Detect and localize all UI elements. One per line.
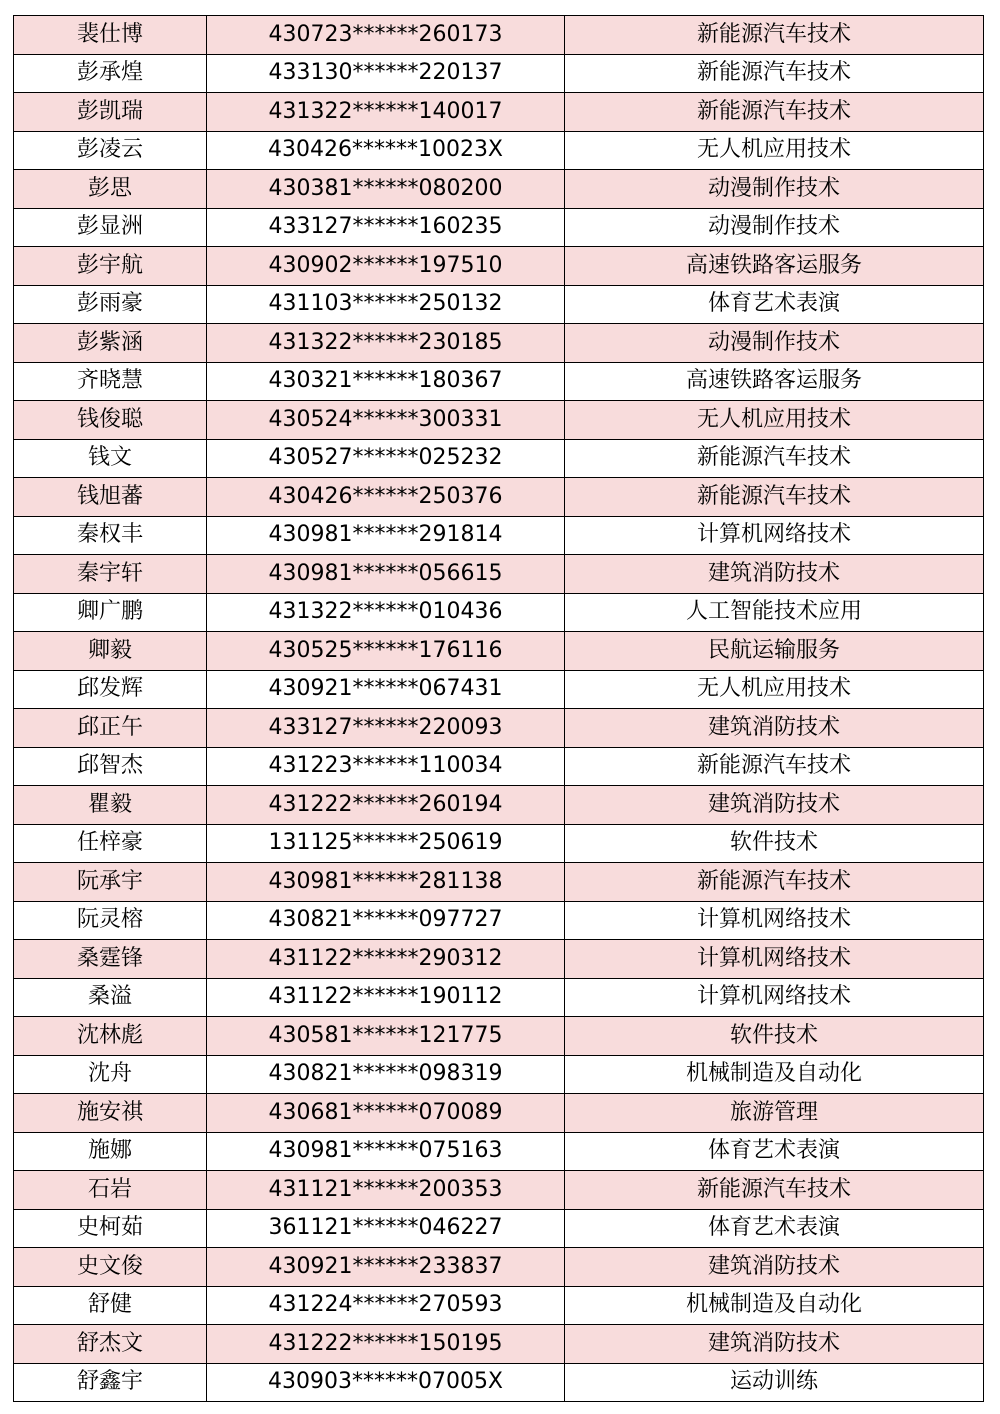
major-cell: 新能源汽车技术: [565, 54, 984, 93]
id-number-cell: 430524******300331: [207, 401, 565, 440]
student-name-cell: 舒鑫宇: [14, 1363, 207, 1402]
table-row: [14, 978, 984, 1017]
major-cell: 建筑消防技术: [565, 555, 984, 594]
table-row: [14, 16, 984, 55]
id-number-cell: 431222******260194: [207, 786, 565, 825]
table-row: [14, 786, 984, 825]
id-number-cell: 430902******197510: [207, 247, 565, 286]
table-row: [14, 1209, 984, 1248]
major-cell: 体育艺术表演: [565, 1209, 984, 1248]
id-number-cell: 430426******250376: [207, 478, 565, 517]
student-name-cell: 钱文: [14, 439, 207, 478]
student-name-cell: 裴仕博: [14, 16, 207, 55]
table-row: [14, 516, 984, 555]
major-cell: 高速铁路客运服务: [565, 362, 984, 401]
table-row: [14, 324, 984, 363]
table-row: [14, 1325, 984, 1364]
table-row: [14, 439, 984, 478]
table-row: [14, 863, 984, 902]
table-row: [14, 362, 984, 401]
table-row: [14, 940, 984, 979]
major-cell: 建筑消防技术: [565, 709, 984, 748]
student-name-cell: 彭紫涵: [14, 324, 207, 363]
student-name-cell: 任梓豪: [14, 824, 207, 863]
major-cell: 计算机网络技术: [565, 901, 984, 940]
major-cell: 新能源汽车技术: [565, 439, 984, 478]
student-name-cell: 施安祺: [14, 1094, 207, 1133]
major-cell: 新能源汽车技术: [565, 478, 984, 517]
id-number-cell: 431222******150195: [207, 1325, 565, 1364]
id-number-cell: 431121******200353: [207, 1171, 565, 1210]
table-row: [14, 1248, 984, 1287]
id-number-cell: 430903******07005X: [207, 1363, 565, 1402]
student-name-cell: 彭思: [14, 170, 207, 209]
student-name-cell: 卿广鹏: [14, 593, 207, 632]
major-cell: 人工智能技术应用: [565, 593, 984, 632]
table-row: [14, 478, 984, 517]
roster-body: [14, 16, 984, 1402]
major-cell: 新能源汽车技术: [565, 16, 984, 55]
major-cell: 动漫制作技术: [565, 170, 984, 209]
major-cell: 新能源汽车技术: [565, 863, 984, 902]
id-number-cell: 430981******281138: [207, 863, 565, 902]
table-row: [14, 1132, 984, 1171]
major-cell: 建筑消防技术: [565, 1248, 984, 1287]
student-name-cell: 秦宇轩: [14, 555, 207, 594]
id-number-cell: 430821******098319: [207, 1055, 565, 1094]
table-row: [14, 1094, 984, 1133]
table-row: [14, 1363, 984, 1402]
id-number-cell: 430581******121775: [207, 1017, 565, 1056]
student-name-cell: 彭宇航: [14, 247, 207, 286]
id-number-cell: 430921******233837: [207, 1248, 565, 1287]
major-cell: 旅游管理: [565, 1094, 984, 1133]
student-name-cell: 阮灵榕: [14, 901, 207, 940]
id-number-cell: 430981******075163: [207, 1132, 565, 1171]
student-name-cell: 邱发辉: [14, 670, 207, 709]
id-number-cell: 430921******067431: [207, 670, 565, 709]
student-name-cell: 彭承煌: [14, 54, 207, 93]
major-cell: 建筑消防技术: [565, 1325, 984, 1364]
id-number-cell: 433130******220137: [207, 54, 565, 93]
student-name-cell: 彭显洲: [14, 208, 207, 247]
major-cell: 机械制造及自动化: [565, 1055, 984, 1094]
table-row: [14, 170, 984, 209]
id-number-cell: 430381******080200: [207, 170, 565, 209]
id-number-cell: 431122******190112: [207, 978, 565, 1017]
major-cell: 计算机网络技术: [565, 516, 984, 555]
student-name-cell: 桑霆锋: [14, 940, 207, 979]
table-row: [14, 824, 984, 863]
id-number-cell: 430723******260173: [207, 16, 565, 55]
id-number-cell: 431322******010436: [207, 593, 565, 632]
student-name-cell: 施娜: [14, 1132, 207, 1171]
id-number-cell: 431322******140017: [207, 93, 565, 132]
major-cell: 体育艺术表演: [565, 1132, 984, 1171]
student-roster-table: [13, 15, 984, 1402]
major-cell: 计算机网络技术: [565, 940, 984, 979]
id-number-cell: 430821******097727: [207, 901, 565, 940]
table-row: [14, 1055, 984, 1094]
student-name-cell: 邱智杰: [14, 747, 207, 786]
student-name-cell: 钱旭蕃: [14, 478, 207, 517]
id-number-cell: 430981******291814: [207, 516, 565, 555]
id-number-cell: 430981******056615: [207, 555, 565, 594]
student-name-cell: 沈林彪: [14, 1017, 207, 1056]
id-number-cell: 431122******290312: [207, 940, 565, 979]
major-cell: 动漫制作技术: [565, 208, 984, 247]
student-name-cell: 阮承宇: [14, 863, 207, 902]
student-name-cell: 邱正午: [14, 709, 207, 748]
student-name-cell: 秦权丰: [14, 516, 207, 555]
major-cell: 无人机应用技术: [565, 401, 984, 440]
id-number-cell: 431224******270593: [207, 1286, 565, 1325]
major-cell: 无人机应用技术: [565, 131, 984, 170]
student-name-cell: 石岩: [14, 1171, 207, 1210]
major-cell: 无人机应用技术: [565, 670, 984, 709]
table-row: [14, 555, 984, 594]
id-number-cell: 430525******176116: [207, 632, 565, 671]
table-row: [14, 93, 984, 132]
table-row: [14, 247, 984, 286]
major-cell: 新能源汽车技术: [565, 747, 984, 786]
id-number-cell: 431103******250132: [207, 285, 565, 324]
major-cell: 机械制造及自动化: [565, 1286, 984, 1325]
table-row: [14, 709, 984, 748]
table-row: [14, 901, 984, 940]
id-number-cell: 430321******180367: [207, 362, 565, 401]
id-number-cell: 431223******110034: [207, 747, 565, 786]
table-row: [14, 670, 984, 709]
table-row: [14, 208, 984, 247]
student-name-cell: 齐晓慧: [14, 362, 207, 401]
student-name-cell: 钱俊聪: [14, 401, 207, 440]
student-name-cell: 舒杰文: [14, 1325, 207, 1364]
student-name-cell: 桑溢: [14, 978, 207, 1017]
id-number-cell: 131125******250619: [207, 824, 565, 863]
major-cell: 建筑消防技术: [565, 786, 984, 825]
student-name-cell: 彭凌云: [14, 131, 207, 170]
student-name-cell: 史柯茹: [14, 1209, 207, 1248]
table-row: [14, 593, 984, 632]
id-number-cell: 430681******070089: [207, 1094, 565, 1133]
major-cell: 软件技术: [565, 824, 984, 863]
student-name-cell: 卿毅: [14, 632, 207, 671]
major-cell: 运动训练: [565, 1363, 984, 1402]
table-row: [14, 54, 984, 93]
id-number-cell: 430527******025232: [207, 439, 565, 478]
student-name-cell: 舒健: [14, 1286, 207, 1325]
major-cell: 高速铁路客运服务: [565, 247, 984, 286]
student-name-cell: 彭凯瑞: [14, 93, 207, 132]
table-row: [14, 1017, 984, 1056]
student-name-cell: 史文俊: [14, 1248, 207, 1287]
table-row: [14, 1171, 984, 1210]
student-name-cell: 沈舟: [14, 1055, 207, 1094]
id-number-cell: 433127******220093: [207, 709, 565, 748]
table-row: [14, 747, 984, 786]
id-number-cell: 431322******230185: [207, 324, 565, 363]
id-number-cell: 433127******160235: [207, 208, 565, 247]
major-cell: 软件技术: [565, 1017, 984, 1056]
table-row: [14, 131, 984, 170]
major-cell: 动漫制作技术: [565, 324, 984, 363]
student-name-cell: 瞿毅: [14, 786, 207, 825]
table-row: [14, 1286, 984, 1325]
major-cell: 体育艺术表演: [565, 285, 984, 324]
table-row: [14, 285, 984, 324]
major-cell: 新能源汽车技术: [565, 1171, 984, 1210]
major-cell: 民航运输服务: [565, 632, 984, 671]
id-number-cell: 430426******10023X: [207, 131, 565, 170]
table-row: [14, 401, 984, 440]
id-number-cell: 361121******046227: [207, 1209, 565, 1248]
table-row: [14, 632, 984, 671]
student-name-cell: 彭雨豪: [14, 285, 207, 324]
major-cell: 新能源汽车技术: [565, 93, 984, 132]
major-cell: 计算机网络技术: [565, 978, 984, 1017]
